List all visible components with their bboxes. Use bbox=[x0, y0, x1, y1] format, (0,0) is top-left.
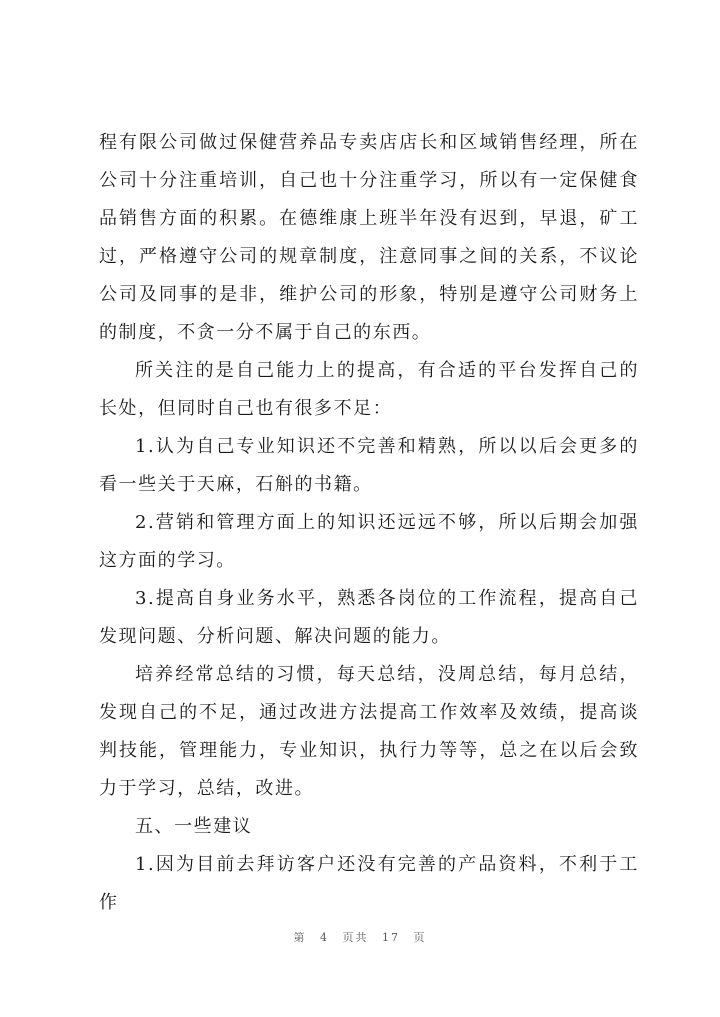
list-item-3: 3.提高自身业务水平，熟悉各岗位的工作流程，提高自己发现问题、分析问题、解决问题的能力。 bbox=[99, 588, 639, 647]
list-item-1: 1.认为自己专业知识还不完善和精熟，所以以后会更多的看一些关于天麻，石斛的书籍。 bbox=[99, 436, 639, 495]
paragraph-continuation: 程有限公司做过保健营养品专卖店店长和区域销售经理，所在公司十分注重培训，自己也十分注重学习，所以有一定保健食品销售方面的积累。在德维康上班半年没有迟到，早退，矿工过，严格遵守公司的规章制度，注意同事之间的关系，不议论公司及同事的是非，维护公司的形象，特别是遵守公司财务上的制度，不贪一分不属于自己的东西。 bbox=[99, 132, 639, 343]
page-footer bbox=[0, 929, 720, 945]
document-body bbox=[99, 124, 639, 922]
suggestion-item-1: 1.因为目前去拜访客户还没有完善的产品资料，不利于工作 bbox=[99, 854, 639, 913]
paragraph-summary: 培养经常总结的习惯，每天总结，没周总结，每月总结，发现自己的不足，通过改进方法提高工作效率及效绩，提高谈判技能，管理能力，专业知识，执行力等等，总之在以后会致力于学习，总结，改进。 bbox=[99, 664, 639, 799]
paragraph-focus: 所关注的是自己能力上的提高，有合适的平台发挥自己的长处，但同时自己也有很多不足： bbox=[99, 360, 639, 419]
footer-total-pages: 17 bbox=[382, 931, 400, 944]
footer-suffix: 页 bbox=[413, 931, 427, 944]
footer-page-number: 4 bbox=[320, 931, 329, 944]
list-item-2: 2.营销和管理方面上的知识还远远不够，所以后期会加强这方面的学习。 bbox=[99, 512, 639, 571]
footer-middle: 页共 bbox=[342, 931, 369, 944]
footer-prefix: 第 bbox=[293, 931, 307, 944]
section-heading: 五、一些建议 bbox=[135, 816, 253, 837]
